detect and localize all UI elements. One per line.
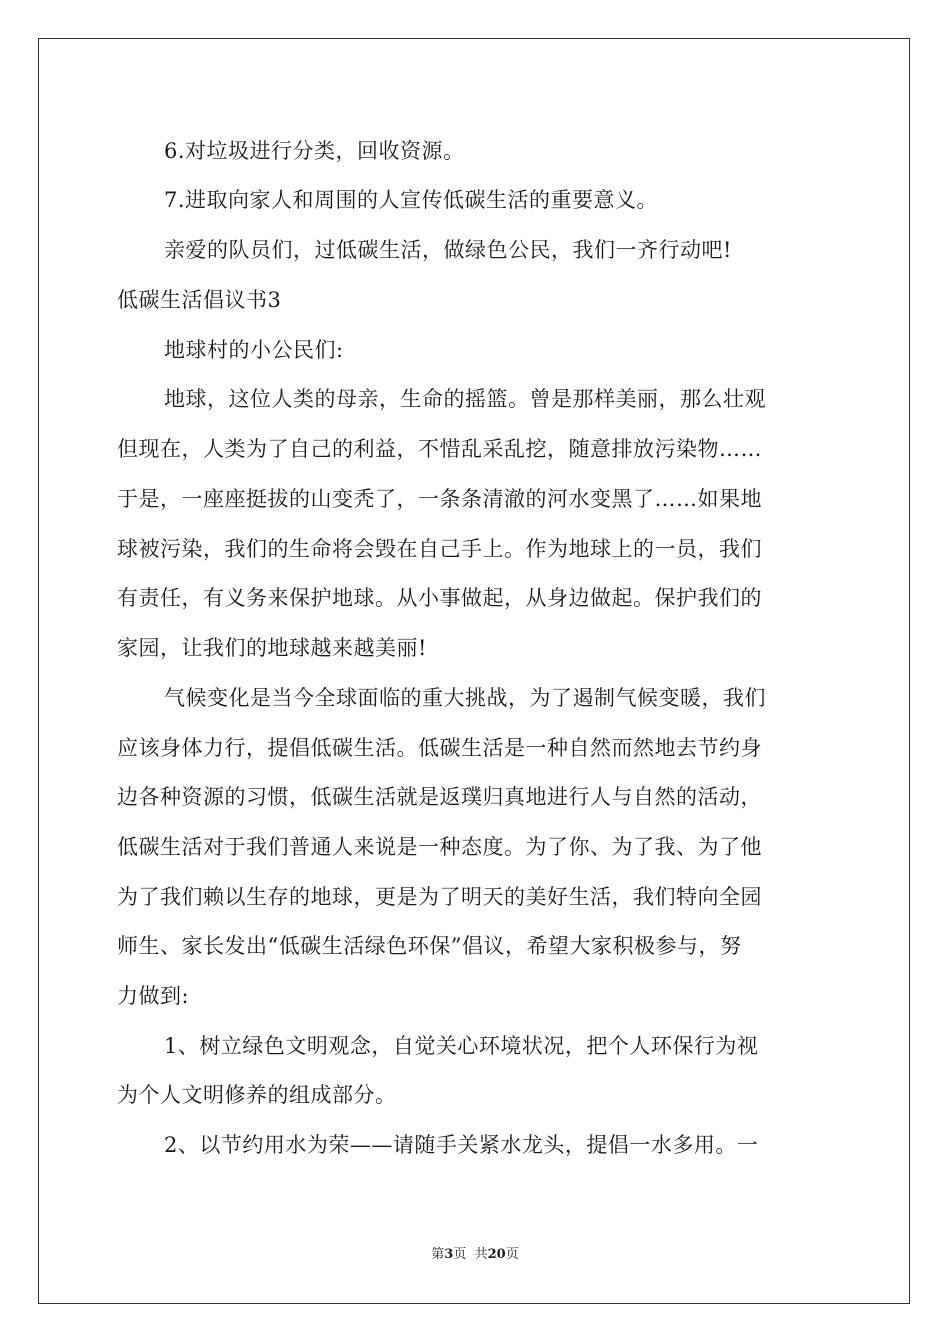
footer-prefix: 第 <box>431 1247 445 1262</box>
text-line: 气候变化是当今全球面临的重大挑战，为了遏制气候变暖，我们 <box>164 686 766 710</box>
text-line: 师生、家长发出“低碳生活绿色环保”倡议，希望大家积极参与，努 <box>117 934 742 958</box>
total-page-count: 20 <box>487 1247 506 1262</box>
salutation: 地球村的小公民们: <box>164 338 344 362</box>
footer-suffix: 页 <box>505 1247 519 1262</box>
text-line: 为了我们赖以生存的地球，更是为了明天的美好生活，我们特向全园 <box>117 885 762 909</box>
text-line: 但现在，人类为了自己的利益，不惜乱采乱挖，随意排放污染物…… <box>117 437 762 461</box>
text-line: 家园，让我们的地球越来越美丽! <box>117 636 427 660</box>
text-line: 力做到: <box>117 984 190 1008</box>
text-line: 为个人文明修养的组成部分。 <box>117 1083 397 1107</box>
text-line: 于是，一座座挺拔的山变秃了，一条条清澈的河水变黑了……如果地 <box>117 487 762 511</box>
text-line: 亲爱的队员们，过低碳生活，做绿色公民，我们一齐行动吧! <box>164 238 732 262</box>
text-line: 应该身体力行，提倡低碳生活。低碳生活是一种自然而然地去节约身 <box>117 736 762 760</box>
text-line: 边各种资源的习惯，低碳生活就是返璞归真地进行人与自然的活动， <box>117 785 762 809</box>
current-page-number: 3 <box>444 1247 454 1262</box>
page-footer <box>0 1243 950 1262</box>
text-line: 低碳生活对于我们普通人来说是一种态度。为了你、为了我、为了他 <box>117 835 762 859</box>
text-line: 球被污染，我们的生命将会毁在自己手上。作为地球上的一员，我们 <box>117 537 762 561</box>
text-line: 6.对垃圾进行分类，回收资源。 <box>164 139 465 163</box>
text-line: 地球，这位人类的母亲，生命的摇篮。曾是那样美丽，那么壮观 <box>164 387 766 411</box>
page-border <box>38 38 910 1304</box>
text-line: 有责任，有义务来保护地球。从小事做起，从身边做起。保护我们的 <box>117 586 762 610</box>
text-line: 1、树立绿色文明观念，自觉关心环境状况，把个人环保行为视 <box>164 1034 759 1058</box>
footer-mid: 页 共 <box>453 1247 488 1262</box>
text-line: 7.进取向家人和周围的人宣传低碳生活的重要意义。 <box>164 188 659 212</box>
text-line: 2、以节约用水为荣——请随手关紧水龙头，提倡一水多用。一 <box>164 1133 759 1157</box>
section-heading: 低碳生活倡议书3 <box>117 288 282 312</box>
